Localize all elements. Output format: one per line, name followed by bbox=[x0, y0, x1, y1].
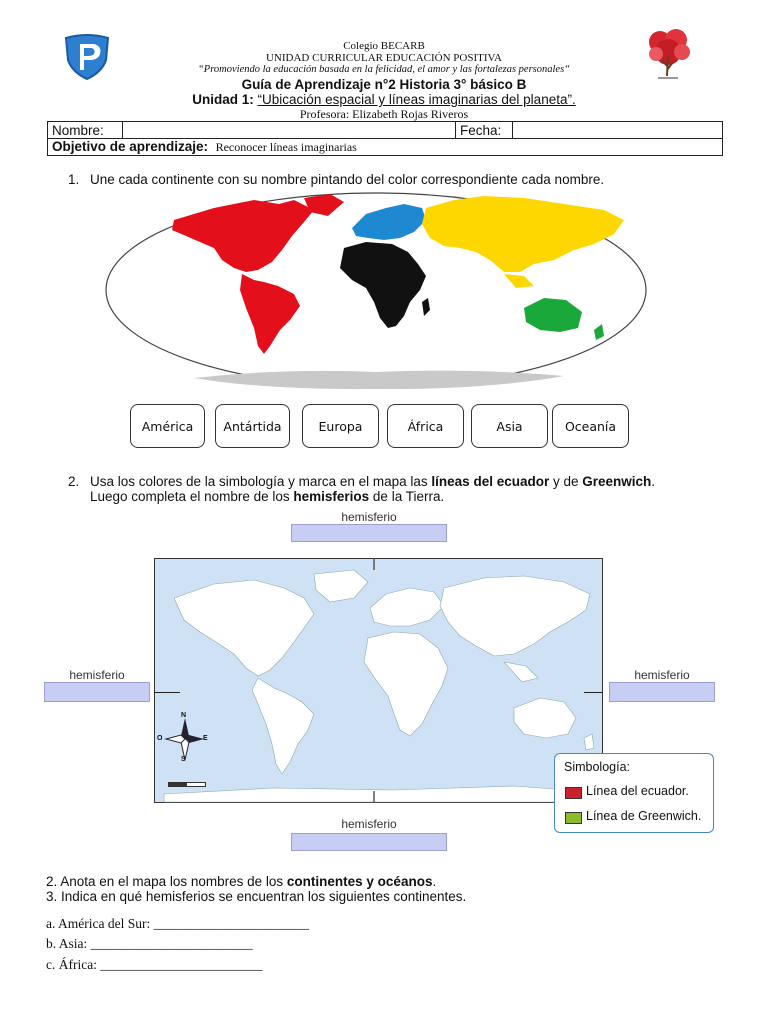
compass-e: E bbox=[203, 735, 208, 742]
unit-title: “Ubicación espacial y líneas imaginarias del planeta”. bbox=[257, 92, 576, 107]
q2-text-part: y de bbox=[549, 474, 583, 489]
hemisphere-input-east[interactable] bbox=[609, 682, 715, 702]
curricular-unit: UNIDAD CURRICULAR EDUCACIÓN POSITIVA bbox=[265, 52, 502, 64]
continent-chip-africa[interactable]: África bbox=[387, 404, 464, 448]
legend-greenwich: Línea de Greenwich. bbox=[586, 809, 702, 823]
hemisphere-label-south: hemisferio bbox=[341, 817, 397, 831]
objective-text: Reconocer líneas imaginarias bbox=[215, 140, 357, 154]
map-tick-right bbox=[584, 692, 603, 693]
q2-text-equator: líneas del ecuador bbox=[431, 474, 550, 489]
hemisphere-label-west: hemisferio bbox=[69, 668, 125, 682]
hemisphere-input-north[interactable] bbox=[291, 524, 447, 542]
world-map bbox=[154, 558, 603, 803]
q2-text-line2 bbox=[90, 489, 444, 505]
continents-map bbox=[104, 190, 648, 390]
legend-swatch-equator bbox=[565, 787, 582, 799]
q2-text-part: Luego completa el nombre de los bbox=[90, 489, 294, 504]
date-field[interactable] bbox=[513, 122, 723, 139]
answer-asia[interactable]: b. Asia: ________________________ bbox=[46, 936, 253, 951]
legend-box bbox=[554, 753, 714, 833]
q2-text-part: de la Tierra. bbox=[369, 489, 445, 504]
legend-equator: Línea del ecuador. bbox=[586, 784, 689, 798]
school-name: Colegio BECARB bbox=[343, 40, 425, 52]
hemisphere-input-south[interactable] bbox=[291, 833, 447, 851]
hemisphere-label-east: hemisferio bbox=[634, 668, 690, 682]
hemisphere-input-west[interactable] bbox=[44, 682, 150, 702]
scale-bar bbox=[168, 782, 206, 787]
date-label: Fecha: bbox=[456, 122, 513, 139]
q1-text: Une cada continente con su nombre pintando del color correspondiente cada nombre. bbox=[90, 172, 605, 187]
continent-chip-asia[interactable]: Asia bbox=[471, 404, 548, 448]
q3-text-continents: continentes y océanos bbox=[286, 874, 433, 889]
q1-number: 1. bbox=[68, 172, 80, 187]
student-info-table bbox=[47, 121, 723, 156]
q3-line1 bbox=[46, 874, 436, 890]
guide-title: Guía de Aprendizaje n°2 Historia 3° básico B bbox=[241, 77, 527, 92]
continent-chip-europe[interactable]: Europa bbox=[302, 404, 379, 448]
q2-text-part: . bbox=[651, 474, 656, 489]
objective-label: Objetivo de aprendizaje: bbox=[52, 139, 209, 154]
legend-title: Simbología: bbox=[564, 760, 631, 774]
compass-s: S bbox=[181, 756, 186, 763]
unit-heading bbox=[0, 93, 768, 108]
answer-africa[interactable]: c. África: ________________________ bbox=[46, 957, 263, 972]
q3-text-part: 2. Anota en el mapa los nombres de los bbox=[46, 874, 287, 889]
q2-number: 2. bbox=[68, 474, 80, 489]
q2-text bbox=[90, 474, 655, 490]
q2-text-greenwich: Greenwich bbox=[582, 474, 652, 489]
continent-chip-antarctica[interactable]: Antártida bbox=[215, 404, 290, 448]
name-field[interactable] bbox=[123, 122, 456, 139]
continent-chip-america[interactable]: América bbox=[130, 404, 205, 448]
unit-label: Unidad 1: bbox=[192, 92, 254, 107]
name-label: Nombre: bbox=[48, 122, 123, 139]
teacher-name: Profesora: Elizabeth Rojas Riveros bbox=[299, 107, 469, 121]
continent-chip-oceania[interactable]: Oceanía bbox=[552, 404, 629, 448]
answer-south-america[interactable]: a. América del Sur: _______________________ bbox=[46, 916, 309, 931]
map-tick-left bbox=[154, 692, 180, 693]
legend-swatch-greenwich bbox=[565, 812, 582, 824]
motto: “Promoviendo la educación basada en la felicidad, el amor y las fortalezas personales“ bbox=[197, 64, 571, 75]
q3-line2: 3. Indica en qué hemisferios se encuentran los siguientes continentes. bbox=[46, 889, 467, 904]
hemisphere-label-north: hemisferio bbox=[341, 510, 397, 524]
q2-text-part: Usa los colores de la simbología y marca en el mapa las bbox=[90, 474, 432, 489]
objective-cell bbox=[48, 139, 723, 156]
q2-text-hemispheres: hemisferios bbox=[293, 489, 370, 504]
compass-o: O bbox=[157, 735, 163, 742]
compass-n: N bbox=[181, 712, 187, 719]
q3-text-part: . bbox=[432, 874, 437, 889]
